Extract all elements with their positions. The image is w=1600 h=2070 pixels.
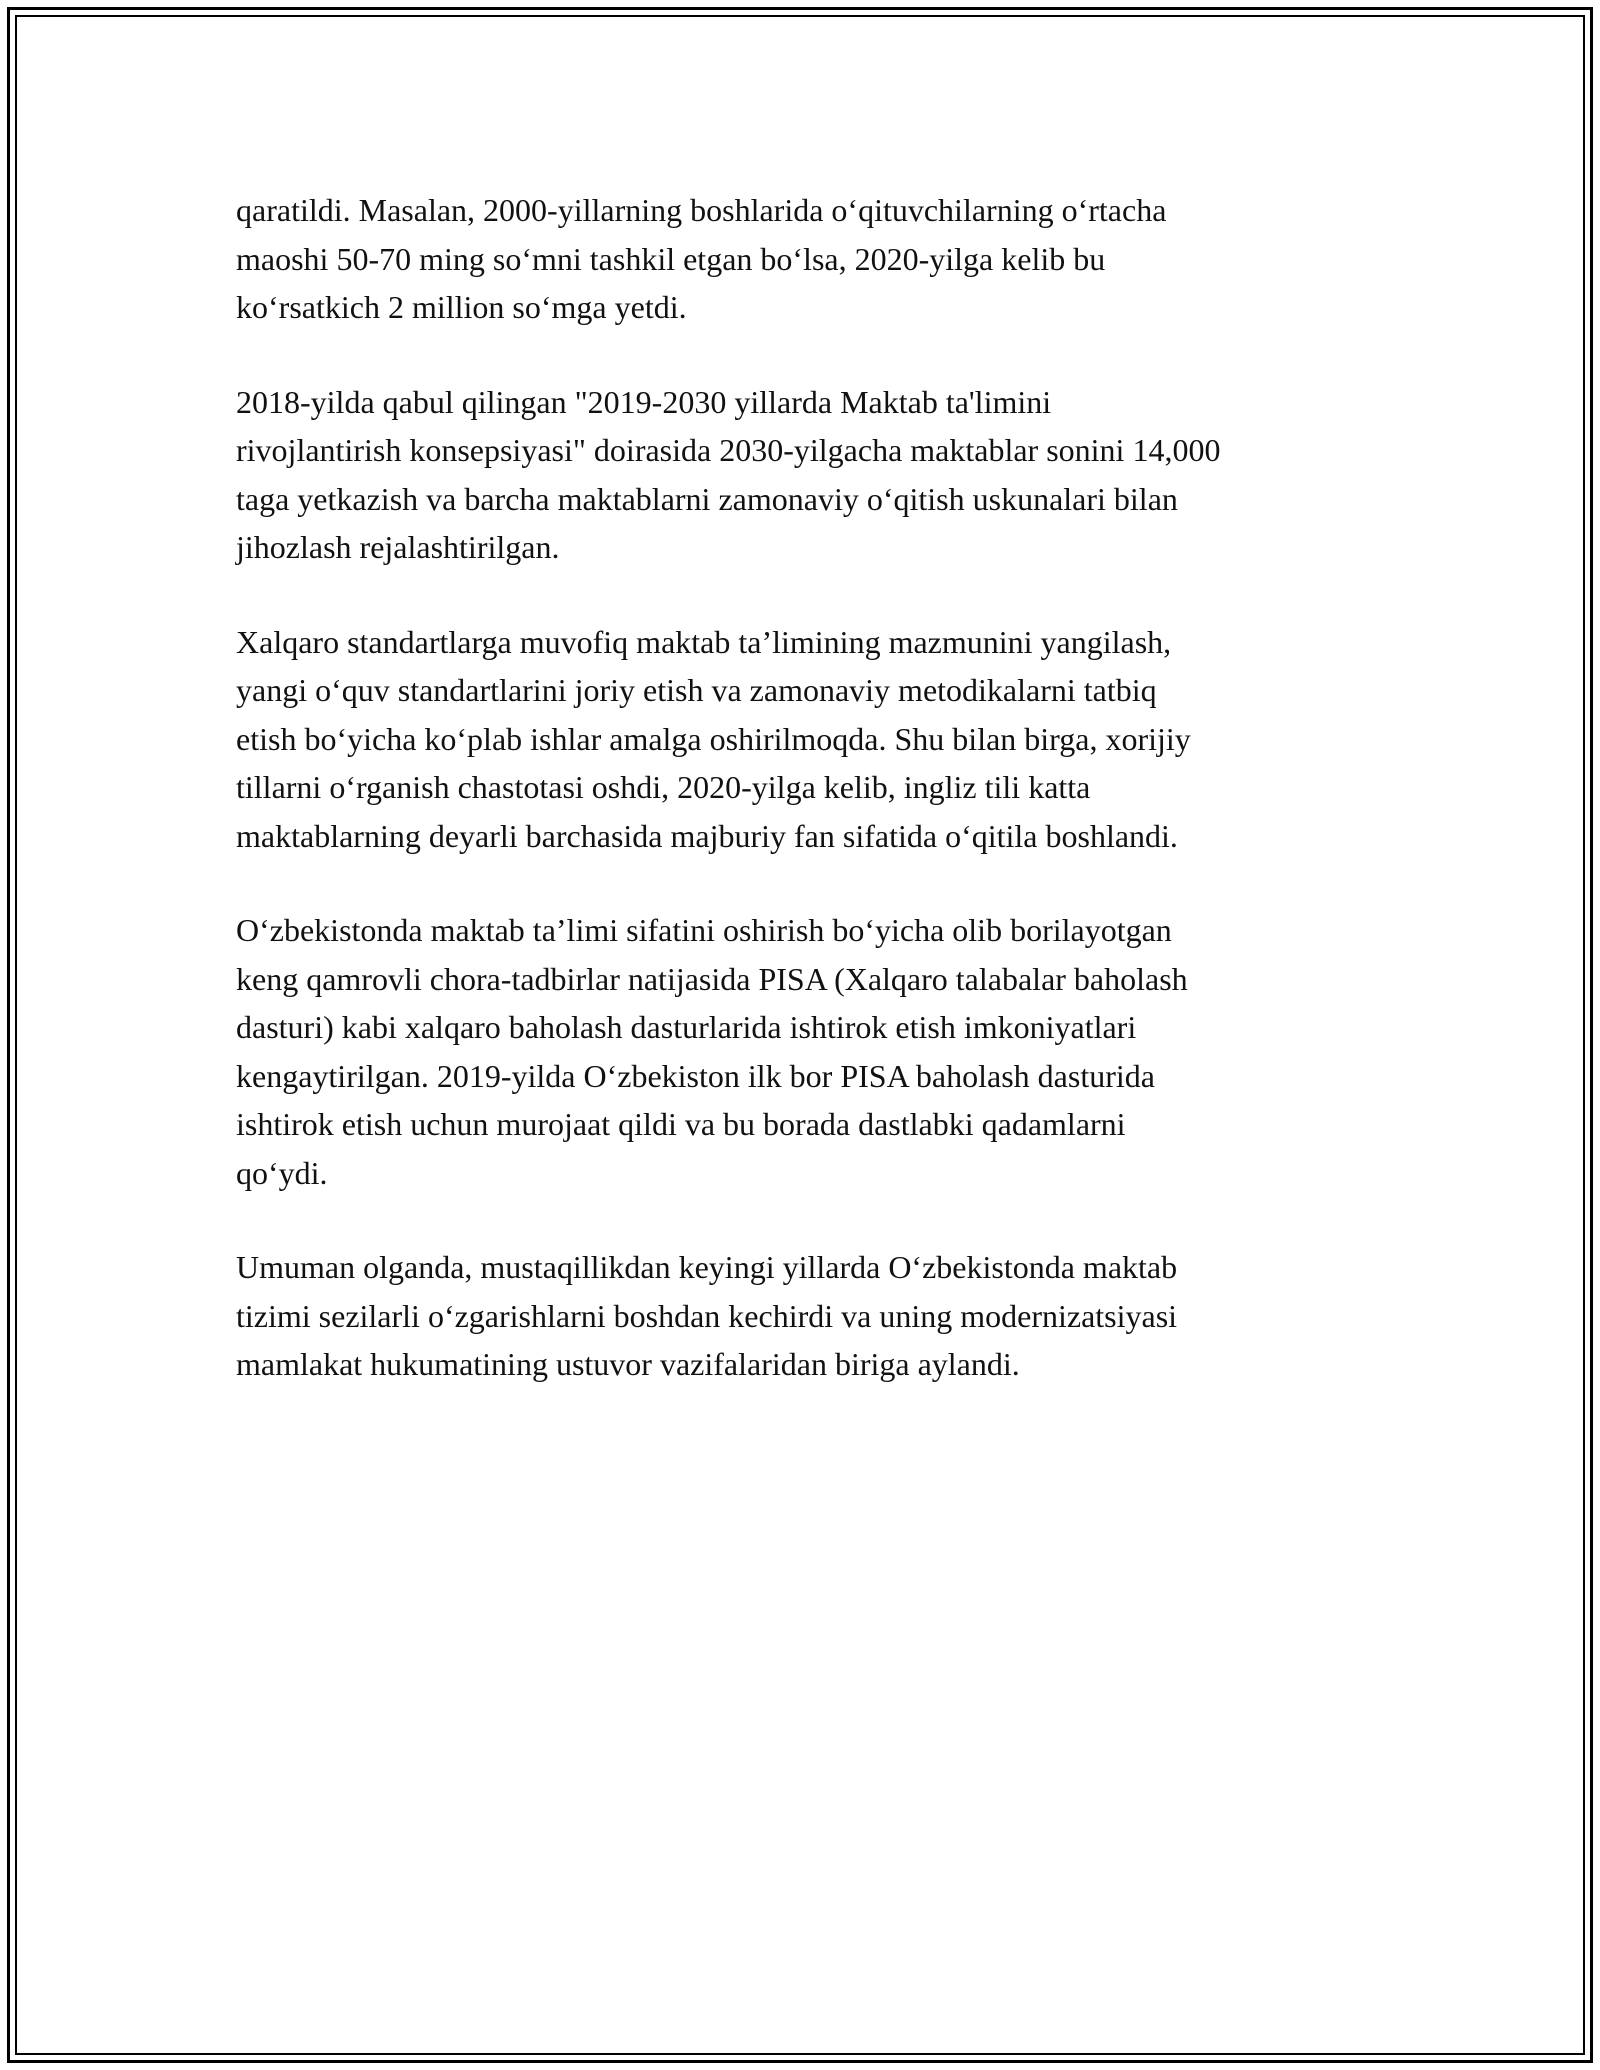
document-body [236,186,1386,1435]
paragraph-international-standards: Xalqaro standartlarga muvofiq maktab ta’limining mazmunini yangilash, yangi o‘quv standartlarini joriy etish va zamonaviy metodikalarni tatbiq etish bo‘yicha ko‘plab ishlar amalga oshirilmoqda. Shu bilan birga, xorijiy tillarni o‘rganish chastotasi oshdi, 2020-yilga kelib, ingliz tili katta maktablarning deyarli barchasida majburiy fan sifatida o‘qitila boshlandi. [236,623,1191,854]
paragraph-concept-2030: 2018-yilda qabul qilingan "2019-2030 yillarda Maktab ta'limini rivojlantirish konsepsiyasi" doirasida 2030-yilgacha maktablar sonini 14,000 taga yetkazish va barcha maktablarni zamonaviy o‘qitish uskunalari bilan jihozlash rejalashtirilgan. [236,383,1221,565]
paragraph-conclusion: Umuman olganda, mustaqillikdan keyingi yillarda O‘zbekistonda maktab tizimi sezilarli o‘zgarishlarni boshdan kechirdi va uning modernizatsiyasi mamlakat hukumatining ustuvor vazifalaridan biriga aylandi. [236,1249,1178,1382]
paragraph-teacher-salary: qaratildi. Masalan, 2000-yillarning boshlarida o‘qituvchilarning o‘rtacha maoshi 50-70 ming so‘mni tashkil etgan bo‘lsa, 2020-yilga kelib bu ko‘rsatkich 2 million so‘mga yetdi. [236,192,1167,325]
paragraph-pisa: O‘zbekistonda maktab ta’limi sifatini oshirish bo‘yicha olib borilayotgan keng qamrovli chora-tadbirlar natijasida PISA (Xalqaro talabalar baholash dasturi) kabi xalqaro baholash dasturlarida ishtirok etish imkoniyatlari kengaytirilgan. 2019-yilda O‘zbekiston ilk bor PISA baholash dasturida ishtirok etish uchun murojaat qildi va bu borada dastlabki qadamlarni qo‘ydi. [236,912,1188,1191]
